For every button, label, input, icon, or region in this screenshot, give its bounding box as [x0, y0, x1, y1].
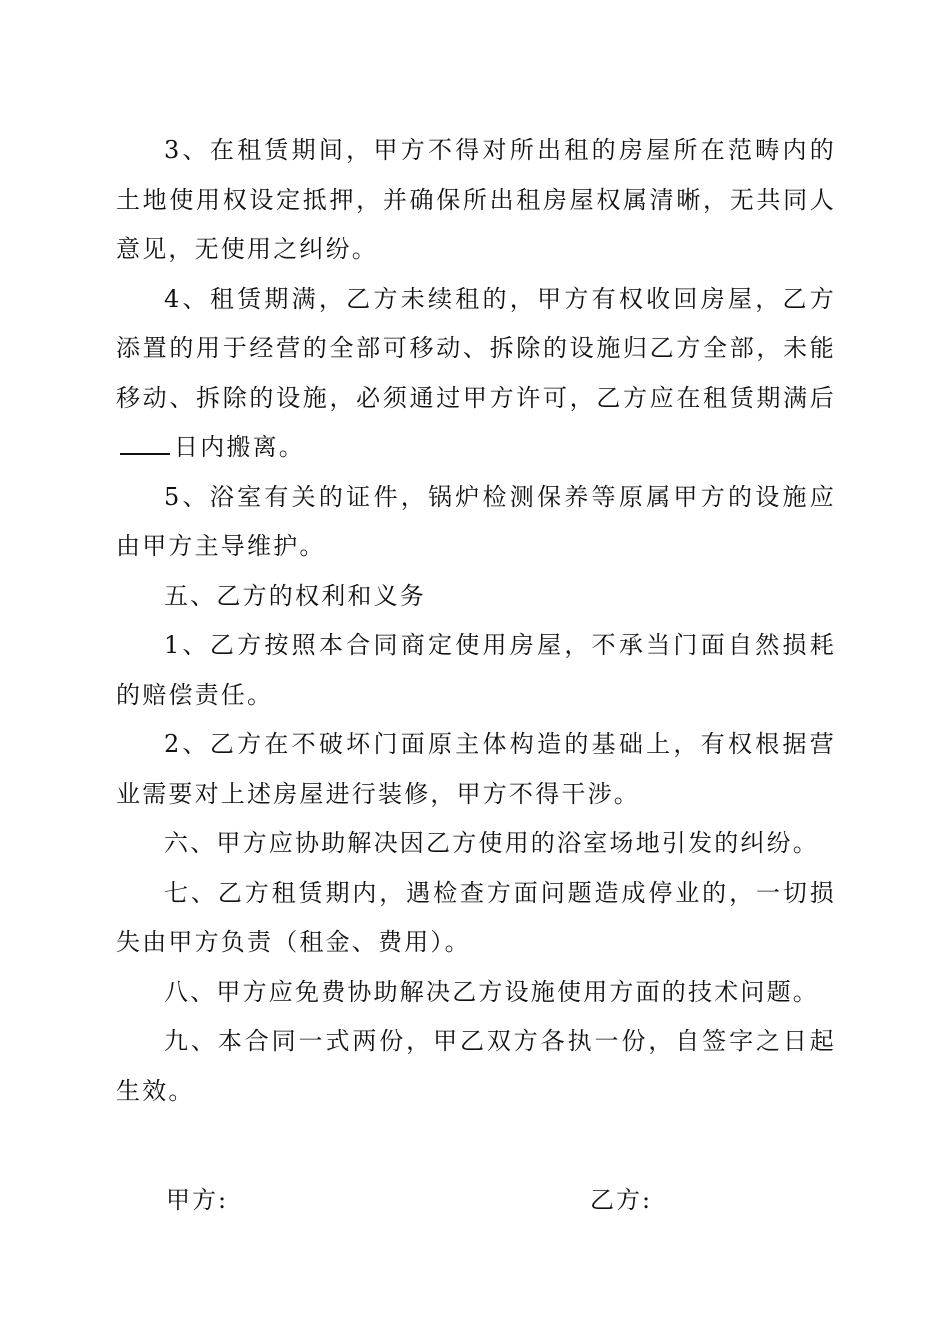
section-heading-party-b-rights: 五、乙方的权利和义务 — [164, 581, 426, 610]
clause-4-text-after: 日内搬离。 — [174, 433, 305, 461]
section-8: 八、甲方应免费协助解决乙方设施使用方面的技术问题。 — [164, 977, 819, 1006]
clause-4-text-before: 4、租赁期满，乙方未续租的，甲方有权收回房屋，乙方添置的用于经营的全部可移动、拆除的设施归乙方全部，未能移动、拆除的设施，必须通过甲方许可，乙方应在租赁期满后 — [116, 284, 836, 412]
clause-b-1: 1、乙方按照本合同商定使用房屋，不承当门面自然损耗的赔偿责任。 — [116, 631, 836, 709]
fill-in-blank-days — [120, 431, 170, 455]
section-6: 六、甲方应协助解决因乙方使用的浴室场地引发的纠纷。 — [164, 829, 819, 857]
clause-5: 5、浴室有关的证件，锅炉检测保养等原属甲方的设施应由甲方主导维护。 — [116, 482, 836, 560]
clause-3: 3、在租赁期间，甲方不得对所出租的房屋所在范畴内的土地使用权设定抵押，并确保所出租房屋权属清晰，无共同人意见，无使用之纠纷。 — [116, 136, 836, 263]
section-7: 七、乙方租赁期内，遇检查方面问题造成停业的，一切损失由甲方负责（租金、费用）。 — [116, 878, 836, 956]
signature-party-a: 甲方: — [166, 1186, 229, 1214]
document-body — [116, 126, 836, 1116]
signature-party-b: 乙方: — [590, 1186, 653, 1214]
clause-4 — [116, 275, 836, 473]
section-9: 九、本合同一式两份，甲乙双方各执一份，自签字之日起生效。 — [116, 1027, 836, 1105]
clause-b-2: 2、乙方在不破坏门面原主体构造的基础上，有权根据营业需要对上述房屋进行装修，甲方不得干涉。 — [116, 730, 836, 808]
